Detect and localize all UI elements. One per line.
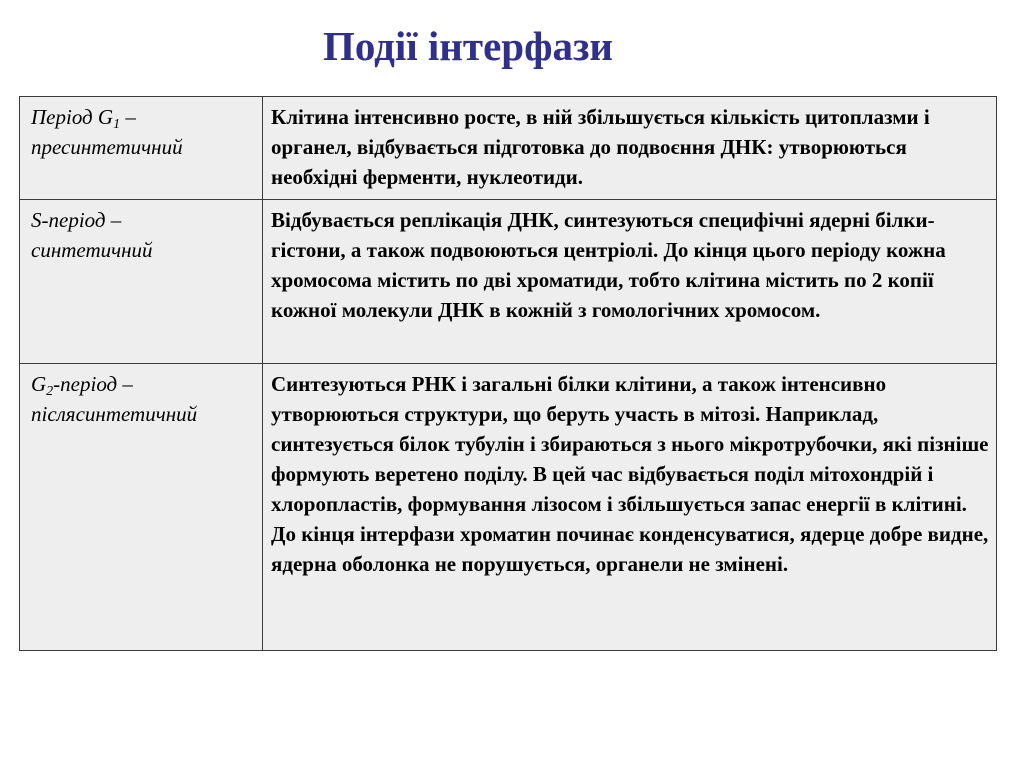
slide-title: Події інтерфази xyxy=(322,23,614,69)
interphase-table xyxy=(19,96,997,651)
phase-name-prefix: Період G xyxy=(31,105,114,129)
phase-name-suffix: -період – xyxy=(53,372,133,396)
phase-description: Клітина інтенсивно росте, в ній збільшується кількість цитоплазми і органел, відбувається підготовка до подвоєння ДНК: утворюються необхідні ферменти, нуклеотиди. xyxy=(263,97,997,200)
phase-type: синтетичний xyxy=(31,238,153,262)
phase-name-prefix: S-період – xyxy=(31,208,122,232)
phase-name-suffix: – xyxy=(120,105,136,129)
table-row-g1 xyxy=(20,97,997,200)
phase-name-subscript: 2 xyxy=(46,384,54,399)
phase-description: Синтезуються РНК і загальні білки клітини, а також інтенсивно утворюються структури, що беруть участь в мітозі. Наприклад, синтезується білок тубулін і збираються з нього мікротрубочки, які пізніше формують веретено поділу. В цей час відбувається поділ мітохондрій і хлоропластів, формування лізосом і збільшується запас енергії в клітині. До кінця інтерфази хроматин починає конденсуватися, ядерце добре видне, ядерна оболонка не порушується, органели не змінені. xyxy=(263,364,997,651)
phase-name-prefix: G xyxy=(31,372,47,396)
phase-name-subscript: 1 xyxy=(113,117,121,132)
table-row-g2 xyxy=(20,364,997,651)
phase-name-cell xyxy=(20,97,263,200)
phase-type: пресинтетичний xyxy=(31,135,183,159)
phase-description: Відбувається реплікація ДНК, синтезуються специфічні ядерні білки-гістони, а також подвоюються центріолі. До кінця цього періоду кожна хромосома містить по дві хроматиди, тобто клітина містить по 2 копії кожної молекули ДНК в кожній з гомологічних хромосом. xyxy=(263,200,997,364)
phase-type: післясинтетичний xyxy=(31,402,198,426)
phase-name-cell xyxy=(20,364,263,651)
phase-name-cell xyxy=(20,200,263,364)
table-row-s xyxy=(20,200,997,364)
